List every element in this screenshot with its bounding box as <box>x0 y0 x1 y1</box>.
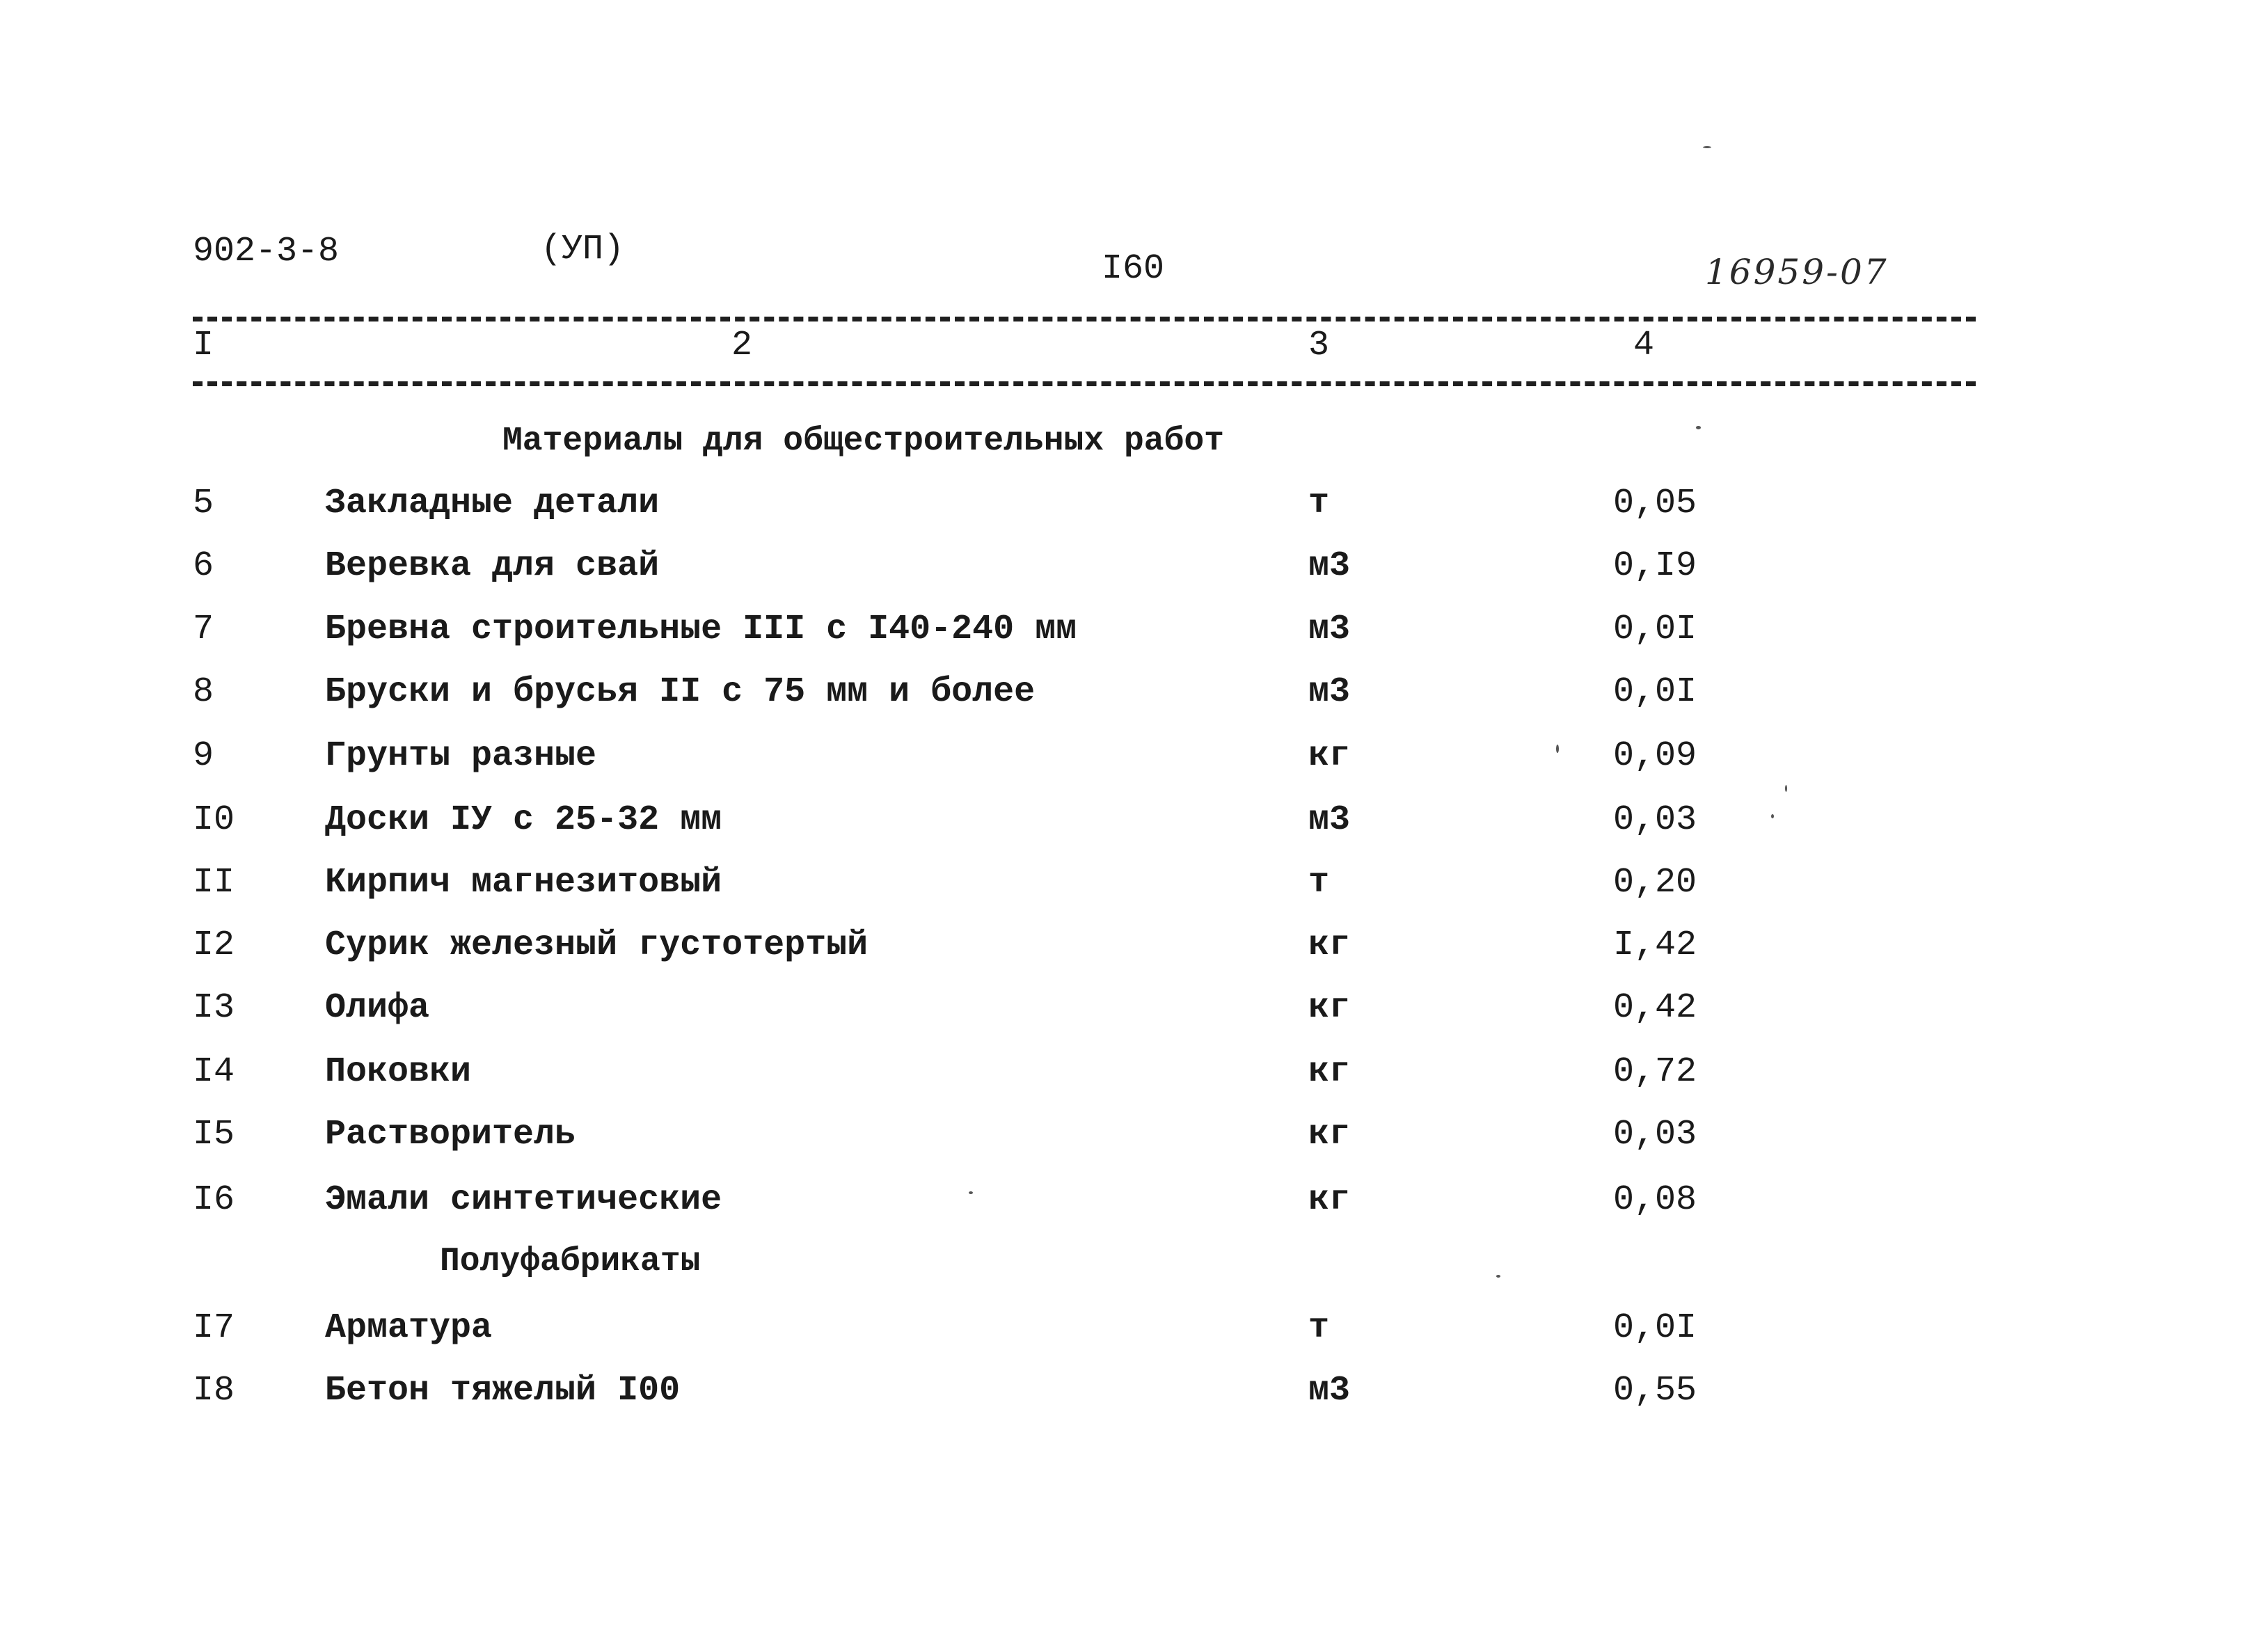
column-number-1: I <box>193 326 214 365</box>
quantity: 0,20 <box>1613 863 1697 903</box>
unit: м3 <box>1308 672 1351 712</box>
row-number: I3 <box>193 988 235 1028</box>
unit: кг <box>1308 1180 1351 1220</box>
unit: м3 <box>1308 1371 1351 1411</box>
unit: кг <box>1308 988 1351 1028</box>
table-row <box>0 1115 2268 1163</box>
document-code: 902-3-8 <box>193 232 340 271</box>
table-row <box>0 610 2268 658</box>
unit: кг <box>1308 1052 1351 1092</box>
quantity: 0,03 <box>1613 800 1697 840</box>
scan-speck <box>1785 785 1787 792</box>
table-row <box>0 1371 2268 1420</box>
section-title: Полуфабрикаты <box>440 1243 701 1280</box>
section-title: Материалы для общестроительных работ <box>502 422 1224 460</box>
table-row <box>0 988 2268 1037</box>
table-row <box>0 863 2268 912</box>
scan-speck <box>1703 146 1711 148</box>
quantity: 0,42 <box>1613 988 1697 1028</box>
row-number: 8 <box>193 672 214 712</box>
material-name: Эмали синтетические <box>325 1180 722 1220</box>
unit: м3 <box>1308 800 1351 840</box>
row-number: I6 <box>193 1180 235 1220</box>
quantity: 0,0I <box>1613 610 1697 649</box>
row-number: I7 <box>193 1308 235 1348</box>
quantity: 0,55 <box>1613 1371 1697 1411</box>
unit: м3 <box>1308 546 1351 586</box>
scan-speck <box>1771 814 1774 818</box>
row-number: II <box>193 863 235 903</box>
table-row <box>0 736 2268 785</box>
table-row <box>0 800 2268 849</box>
unit: т <box>1308 1308 1330 1348</box>
quantity: 0,08 <box>1613 1180 1697 1220</box>
column-number-4: 4 <box>1633 326 1655 365</box>
row-number: 5 <box>193 484 214 523</box>
table-row <box>0 926 2268 974</box>
material-name: Грунты разные <box>325 736 597 776</box>
quantity: I,42 <box>1613 926 1697 965</box>
material-name: Растворитель <box>325 1115 576 1154</box>
unit: кг <box>1308 736 1351 776</box>
page-number: I60 <box>1102 249 1165 289</box>
row-number: 6 <box>193 546 214 586</box>
table-row <box>0 1180 2268 1229</box>
document-mark: (УП) <box>541 230 625 269</box>
quantity: 0,09 <box>1613 736 1697 776</box>
row-number: I8 <box>193 1371 235 1411</box>
row-number: I0 <box>193 800 235 840</box>
material-name: Бруски и брусья II с 75 мм и более <box>325 672 1036 712</box>
material-name: Арматура <box>325 1308 493 1348</box>
unit: м3 <box>1308 610 1351 649</box>
table-row <box>0 546 2268 595</box>
dashed-rule-top <box>193 317 1976 321</box>
dashed-rule-bottom <box>193 381 1976 386</box>
quantity: 0,I9 <box>1613 546 1697 586</box>
row-number: I5 <box>193 1115 235 1154</box>
scan-speck <box>1496 1275 1500 1278</box>
material-name: Олифа <box>325 988 430 1028</box>
material-name: Веревка для свай <box>325 546 660 586</box>
material-name: Сурик железный густотертый <box>325 926 869 965</box>
unit: кг <box>1308 1115 1351 1154</box>
material-name: Кирпич магнезитовый <box>325 863 722 903</box>
quantity: 0,03 <box>1613 1115 1697 1154</box>
material-name: Закладные детали <box>325 484 660 523</box>
row-number: 7 <box>193 610 214 649</box>
material-name: Поковки <box>325 1052 472 1092</box>
row-number: I2 <box>193 926 235 965</box>
quantity: 0,0I <box>1613 672 1697 712</box>
column-number-3: 3 <box>1308 326 1330 365</box>
material-name: Бетон тяжелый I00 <box>325 1371 681 1411</box>
quantity: 0,0I <box>1613 1308 1697 1348</box>
table-row <box>0 1052 2268 1101</box>
table-row <box>0 484 2268 532</box>
material-name: Бревна строительные III с I40-240 мм <box>325 610 1077 649</box>
row-number: 9 <box>193 736 214 776</box>
quantity: 0,72 <box>1613 1052 1697 1092</box>
scan-speck <box>1556 745 1559 753</box>
table-row <box>0 1308 2268 1357</box>
table-row <box>0 672 2268 721</box>
unit: т <box>1308 484 1330 523</box>
row-number: I4 <box>193 1052 235 1092</box>
scan-speck <box>969 1191 973 1194</box>
column-number-2: 2 <box>731 326 753 365</box>
handwritten-number: 16959-07 <box>1705 252 1889 292</box>
quantity: 0,05 <box>1613 484 1697 523</box>
scan-speck <box>1696 426 1701 429</box>
unit: кг <box>1308 926 1351 965</box>
unit: т <box>1308 863 1330 903</box>
material-name: Доски IУ с 25-32 мм <box>325 800 722 840</box>
